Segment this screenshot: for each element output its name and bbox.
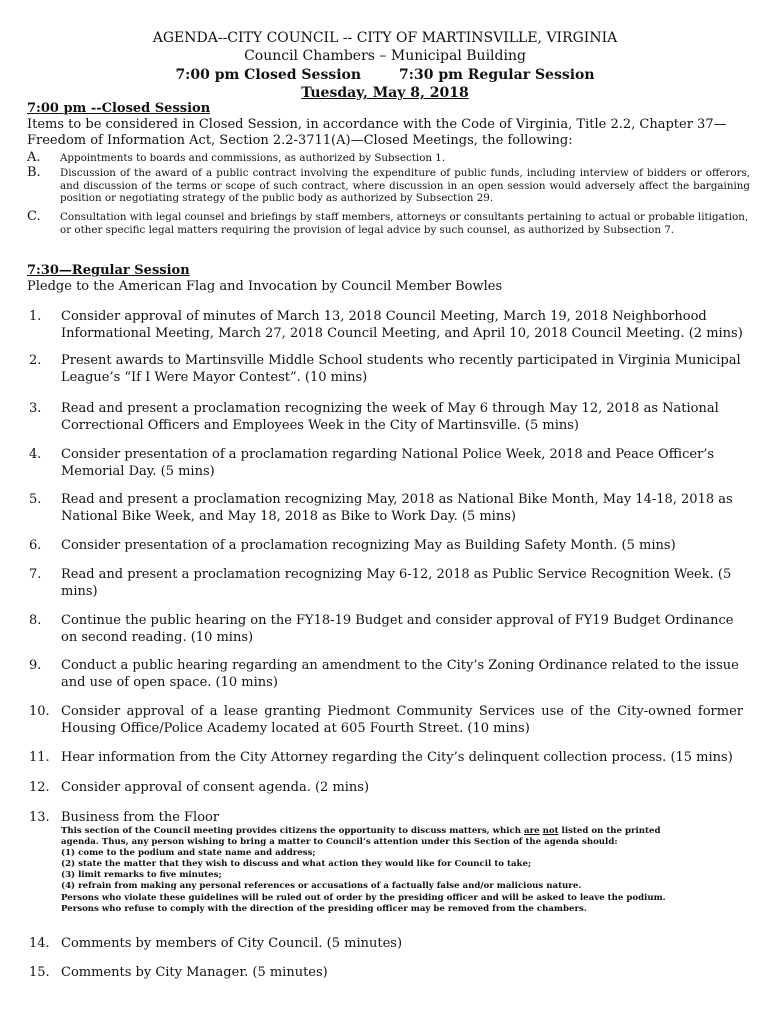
item-number: 14. (29, 936, 50, 951)
meeting-date: Tuesday, May 8, 2018 (301, 85, 469, 101)
business-floor-warning: Persons who refuse to comply with the direction of the presiding officer may be removed from the chambers. (61, 903, 587, 914)
agenda-item-text: Consider approval of minutes of March 13, 2018 Council Meeting, March 19, 2018 Neighborhood Informational Meeting, March 27, 2018 Council Meeting, and April 10, 2018 Council Meeting. (2 mins) (61, 309, 743, 341)
agenda-item-text: Hear information from the City Attorney regarding the City’s delinquent collection process. (15 mins) (61, 750, 733, 765)
closed-session-heading: 7:00 pm --Closed Session (27, 101, 211, 116)
item-number: 3. (29, 401, 42, 416)
item-number: 15. (29, 965, 50, 980)
item-number: 10. (29, 704, 50, 719)
item-number: 8. (29, 613, 42, 628)
agenda-title: AGENDA--CITY COUNCIL -- CITY OF MARTINSVILLE, VIRGINIA (152, 30, 618, 46)
business-floor-rule: (3) limit remarks to five minutes; (61, 870, 222, 881)
business-floor-rule: (2) state the matter that they wish to discuss and what action they would like for Council to take; (61, 859, 532, 870)
closed-item-letter: A. (27, 150, 41, 165)
business-floor-rule: (4) refrain from making any personal references or accusations of a factually false and/or malicious nature. (61, 881, 582, 892)
agenda-item-text: Read and present a proclamation recognizing May 6-12, 2018 as Public Service Recognition Week. (5 mins) (61, 567, 732, 599)
pledge-line: Pledge to the American Flag and Invocation by Council Member Bowles (27, 279, 503, 294)
agenda-item-text: Comments by members of City Council. (5 minutes) (61, 936, 403, 951)
item-number: 7. (29, 567, 42, 582)
regular-session-time: 7:30 pm Regular Session (399, 67, 595, 83)
item-number: 9. (29, 658, 42, 673)
closed-item-letter: C. (27, 209, 41, 224)
closed-item-text: Discussion of the award of a public contract involving the expenditure of public funds, including interview of bidders or offerors, and discussion of the terms or scope of such contract, where discussion in an open session would adversely affect the bargaining position or negotiating strategy of the public body as authorized by Subsection 29. (60, 167, 750, 204)
closed-session-time: 7:00 pm Closed Session (175, 67, 362, 83)
business-floor-intro: This section of the Council meeting provides citizens the opportunity to discuss matters, which are not listed on the printed (61, 826, 661, 836)
item-number: 6. (29, 538, 42, 553)
agenda-item-text: Consider presentation of a proclamation regarding National Police Week, 2018 and Peace Officer’s Memorial Day. (5 mins) (61, 447, 715, 479)
agenda-item-text: Present awards to Martinsville Middle School students who recently participated in Virginia Municipal League’s “If I Were Mayor Contest”. (10 mins) (61, 353, 741, 385)
regular-session-heading: 7:30—Regular Session (27, 263, 190, 278)
item-number: 1. (29, 309, 42, 324)
agenda-item-text: Comments by City Manager. (5 minutes) (61, 965, 328, 980)
agenda-item-text: Read and present a proclamation recognizing the week of May 6 through May 12, 2018 as National Correctional Officers and Employees Week in the City of Martinsville. (5 mins) (61, 401, 719, 433)
item-number: 11. (29, 750, 50, 765)
business-floor-warning: Persons who violate these guidelines will be ruled out of order by the presiding officer and will be asked to leave the podium. (61, 892, 666, 903)
item-number: 5. (29, 492, 42, 507)
agenda-item-text: Read and present a proclamation recognizing May, 2018 as National Bike Month, May 14-18, 2018 as National Bike Week, and May 18, 2018 as Bike to Work Day. (5 mins) (61, 492, 733, 524)
agenda-item-text: Conduct a public hearing regarding an amendment to the City’s Zoning Ordinance related to the issue and use of open space. (10 mins) (61, 658, 739, 690)
business-floor-rule: (1) come to the podium and state name and address; (61, 848, 316, 859)
closed-item-text: Appointments to boards and commissions, as authorized by Subsection 1. (60, 152, 446, 164)
item-number: 12. (29, 780, 50, 795)
agenda-item-text: Business from the Floor (61, 810, 220, 825)
closed-item-letter: B. (27, 165, 41, 180)
venue-line: Council Chambers – Municipal Building (244, 48, 526, 64)
item-number: 2. (29, 353, 42, 368)
agenda-item-text: Consider approval of consent agenda. (2 mins) (61, 780, 370, 795)
agenda-item-text: Consider approval of a lease granting Piedmont Community Services use of the City-owned former Housing Office/Police Academy located at 605 Fourth Street. (10 mins) (61, 704, 743, 736)
item-number: 4. (29, 447, 42, 462)
item-number: 13. (29, 810, 50, 825)
closed-item-text: Consultation with legal counsel and briefings by staff members, attorneys or consultants pertaining to actual or probable litigation, or other specific legal matters requiring the provision of legal advice by such counsel, as authorized by Subsection 7. (60, 211, 749, 236)
closed-session-intro: Items to be considered in Closed Session, in accordance with the Code of Virginia, Title 2.2, Chapter 37—Freedom of Information Act, Section 2.2-3711(A)—Closed Meetings, the following: (27, 117, 727, 148)
agenda-item-text: Continue the public hearing on the FY18-19 Budget and consider approval of FY19 Budget Ordinance on second reading. (10 mins) (61, 613, 734, 645)
business-floor-line2: agenda. Thus, any person wishing to bring a matter to Council’s attention under this Section of the agenda should: (61, 837, 618, 848)
session-times (0, 66, 770, 84)
agenda-item-text: Consider presentation of a proclamation recognizing May as Building Safety Month. (5 mins) (61, 538, 676, 553)
business-floor-notes (61, 826, 743, 915)
